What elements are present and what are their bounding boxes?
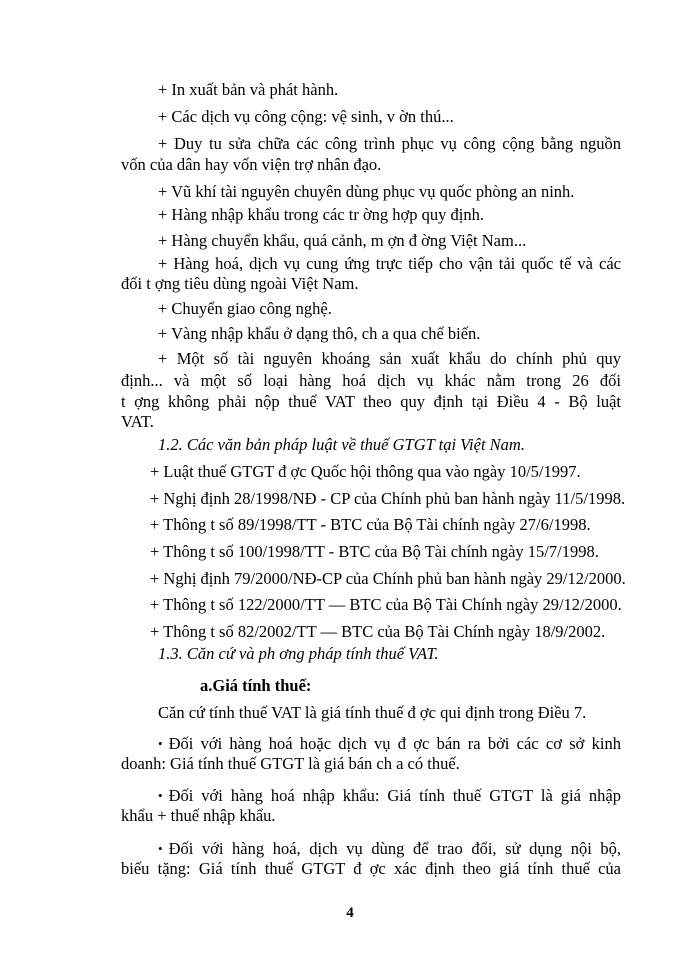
bullet-icon: • (158, 841, 163, 856)
legal-doc-item: + Thông t số 122/2000/TT — BTC của Bộ Tài Chính ngày 29/12/2000. (150, 595, 622, 614)
text-line: biếu tặng: Giá tính thuế GTGT đ ợc xác định theo giá tính thuế của (121, 859, 621, 878)
text-line: + Vũ khí tài nguyên chuyên dùng phục vụ quốc phòng an ninh. (158, 182, 575, 201)
page-number: 4 (346, 905, 354, 921)
legal-doc-item: + Nghị định 79/2000/NĐ-CP của Chính phủ ban hành ngày 29/12/2000. (150, 569, 626, 588)
legal-doc-item: + Thông t số 100/1998/TT - BTC của Bộ Tài chính ngày 15/7/1998. (150, 542, 599, 561)
bullet-paragraph-line (158, 785, 621, 807)
text-line: VAT. (121, 412, 154, 431)
bullet-paragraph-line (158, 733, 621, 755)
text-line: vốn của dân hay vốn viện trợ nhân đạo. (121, 155, 382, 174)
text-line: Đối với hàng hoá, dịch vụ dùng để trao đổi, sử dụng nội bộ, (168, 839, 621, 858)
text-line: + Các dịch vụ công cộng: vệ sinh, v ờn thú... (158, 107, 454, 126)
bullet-icon: • (158, 736, 163, 751)
text-line: + Một số tài nguyên khoáng sản xuất khẩu do chính phủ quy (158, 349, 621, 368)
text-line: khẩu + thuế nhập khẩu. (121, 806, 276, 825)
text-line: + Hàng chuyển khẩu, quá cảnh, m ợn đ ờng Việt Nam... (158, 231, 527, 250)
legal-doc-item: + Luật thuế GTGT đ ợc Quốc hội thông qua vào ngày 10/5/1997. (150, 462, 581, 481)
section-heading-1-3: 1.3. Căn cứ và ph ơng pháp tính thuế VAT. (158, 644, 439, 663)
text-line: Đối với hàng hoá hoặc dịch vụ đ ợc bán ra bởi các cơ sở kinh (168, 734, 621, 753)
text-line: doanh: Giá tính thuế GTGT là giá bán ch a có thuế. (121, 754, 460, 773)
text-line: + Hàng nhập khẩu trong các tr ờng hợp quy định. (158, 205, 484, 224)
text-line: + Duy tu sửa chữa các công trình phục vụ công cộng bằng nguồn (158, 134, 621, 153)
text-line: Đối với hàng hoá nhập khẩu: Giá tính thuế GTGT là giá nhập (168, 786, 621, 805)
bullet-icon: • (158, 788, 163, 803)
subsection-heading-a: a.Giá tính thuế: (200, 676, 312, 695)
legal-doc-item: + Thông t số 82/2002/TT — BTC của Bộ Tài Chính ngày 18/9/2002. (150, 622, 606, 641)
text-line: đối t ợng tiêu dùng ngoài Việt Nam. (121, 274, 359, 293)
legal-doc-item: + Nghị định 28/1998/NĐ - CP của Chính phủ ban hành ngày 11/5/1998. (150, 489, 626, 508)
text-line: + Vàng nhập khẩu ở dạng thô, ch a qua chế biến. (158, 324, 481, 343)
text-line: định... và một số loại hàng hoá dịch vụ khác nằm trong 26 đối (121, 371, 621, 390)
text-line: + Chuyển giao công nghệ. (158, 299, 332, 318)
text-line: + Hàng hoá, dịch vụ cung ứng trực tiếp cho vận tải quốc tế và các (158, 254, 621, 273)
legal-doc-item: + Thông t số 89/1998/TT - BTC của Bộ Tài chính ngày 27/6/1998. (150, 515, 591, 534)
text-line: Căn cứ tính thuế VAT là giá tính thuế đ ợc qui định trong Điều 7. (158, 703, 587, 722)
text-line: t ợng không phải nộp thuế VAT theo quy định tại Điều 4 - Bộ luật (121, 392, 621, 411)
bullet-paragraph-line (158, 838, 621, 860)
text-line: + In xuất bản và phát hành. (158, 80, 339, 99)
section-heading-1-2: 1.2. Các văn bản pháp luật về thuế GTGT tại Việt Nam. (158, 435, 525, 454)
